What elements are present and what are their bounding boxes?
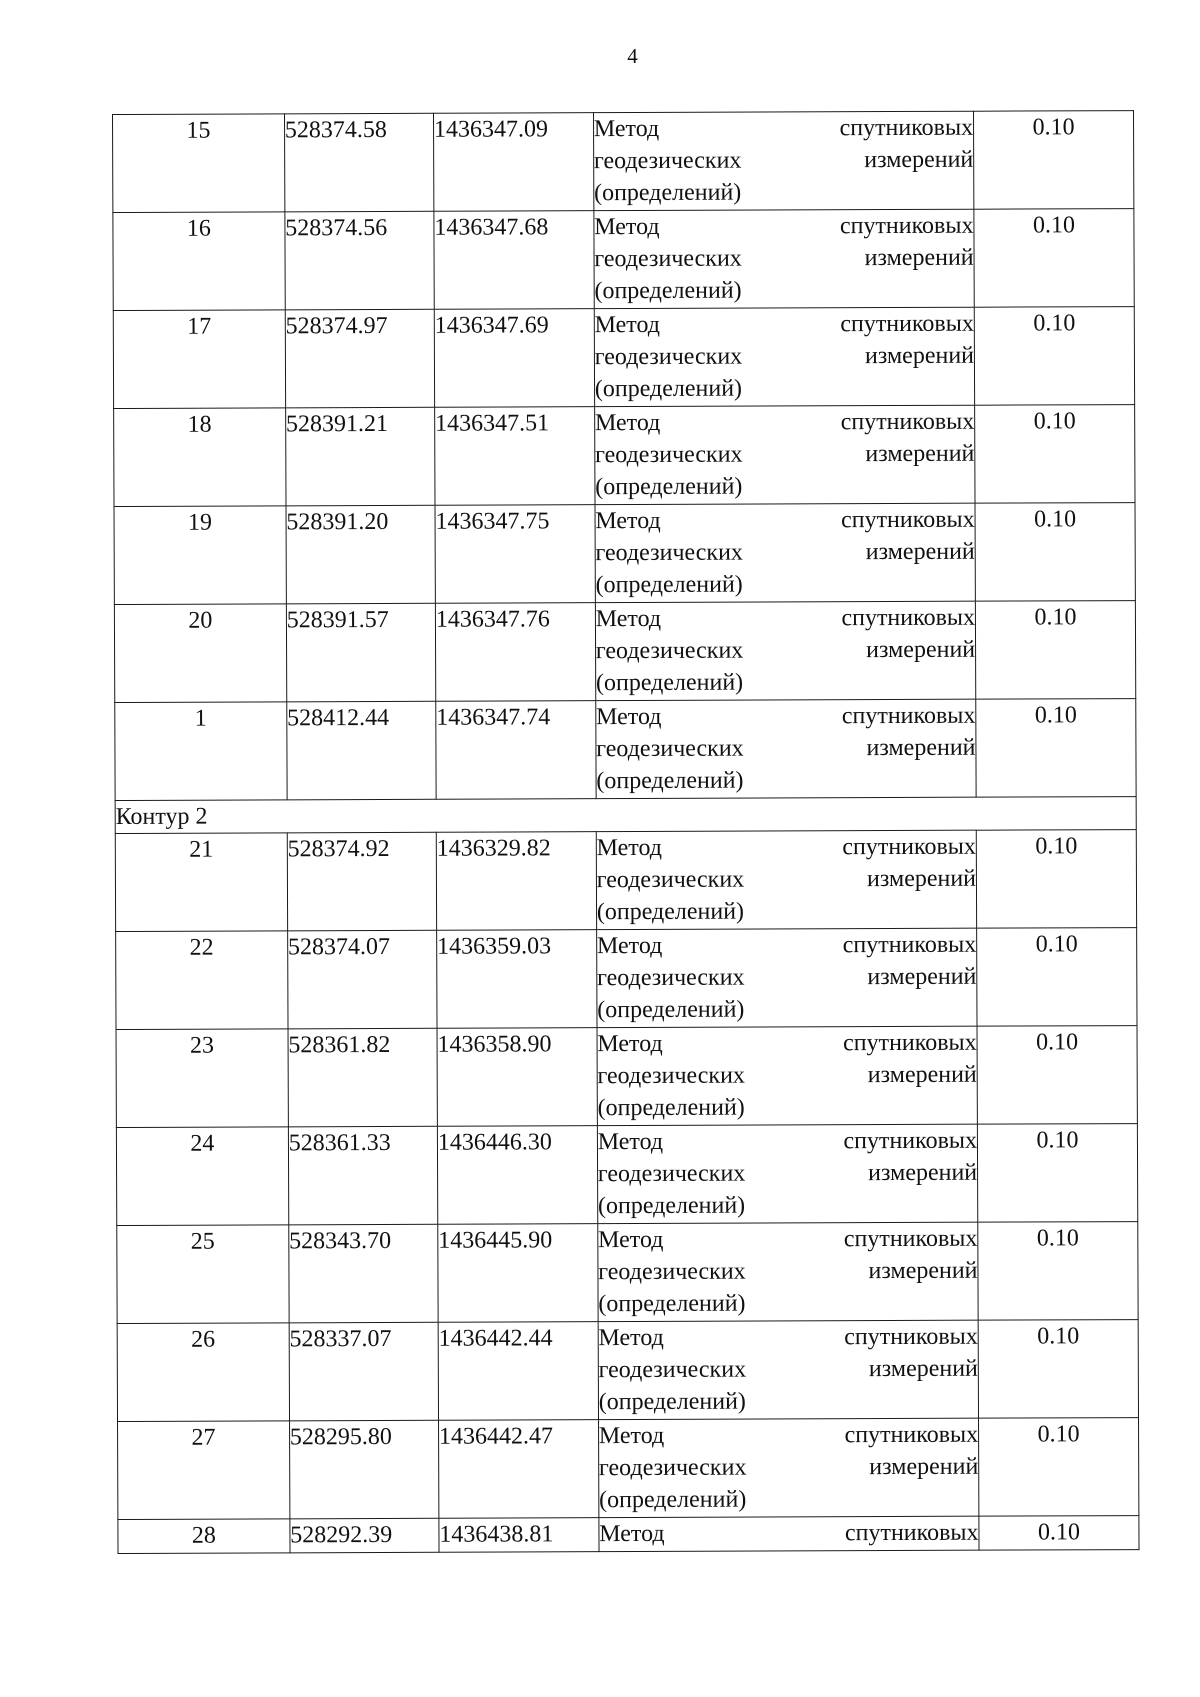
x-coordinate: 528412.44: [287, 701, 436, 800]
method-word: (определений): [596, 898, 745, 926]
measurement-method: [595, 503, 976, 602]
x-coordinate: 528295.80: [289, 1420, 438, 1519]
table-row: [113, 307, 1134, 409]
coordinates-table: [112, 110, 1140, 1554]
x-coordinate: 528374.97: [285, 309, 434, 408]
method-word: Метод: [594, 213, 660, 241]
method-word: измерений: [864, 342, 975, 370]
measurement-method: [598, 1320, 979, 1419]
method-word: геодезических: [595, 441, 743, 469]
method-word: Метод: [598, 1422, 665, 1450]
method-word: спутниковых: [841, 702, 976, 730]
method-word: (определений): [599, 1486, 747, 1514]
point-number: 23: [116, 1029, 288, 1128]
method-word: Метод: [599, 1520, 665, 1548]
method-word: (определений): [594, 179, 742, 207]
table-row: [114, 503, 1135, 605]
accuracy-value: 0.10: [977, 928, 1137, 1027]
method-word: (определений): [598, 1388, 746, 1416]
method-word: геодезических: [596, 866, 745, 894]
point-number: 17: [113, 310, 285, 409]
method-word: измерений: [866, 636, 976, 664]
method-word: геодезических: [597, 964, 745, 992]
y-coordinate: 1436358.90: [437, 1028, 597, 1127]
method-word: спутниковых: [844, 1323, 978, 1351]
table-row: [114, 405, 1135, 507]
method-word: геодезических: [598, 1356, 747, 1384]
method-word: Метод: [594, 409, 661, 437]
point-number: 28: [118, 1519, 290, 1554]
table-row: [118, 1418, 1139, 1520]
y-coordinate: 1436347.51: [435, 407, 595, 506]
measurement-method: [599, 1516, 979, 1551]
method-word: спутниковых: [840, 408, 975, 436]
y-coordinate: 1436347.74: [436, 701, 596, 800]
table-row: [113, 209, 1134, 311]
contour-label: Контур 2: [115, 797, 1136, 834]
method-word: измерений: [868, 1159, 978, 1187]
method-word: измерений: [866, 734, 976, 762]
method-word: измерений: [865, 440, 975, 468]
measurement-method: [594, 405, 975, 504]
x-coordinate: 528337.07: [289, 1322, 438, 1421]
method-word: измерений: [865, 538, 975, 566]
point-number: 15: [113, 114, 285, 213]
method-word: измерений: [868, 1355, 978, 1383]
table-row: [117, 1320, 1138, 1422]
method-word: спутниковых: [844, 1421, 979, 1449]
method-word: геодезических: [598, 1454, 747, 1482]
measurement-method: [598, 1418, 979, 1517]
y-coordinate: 1436442.44: [438, 1322, 598, 1421]
method-word: измерений: [866, 865, 977, 893]
accuracy-value: 0.10: [979, 1516, 1139, 1551]
measurement-method: [596, 928, 977, 1027]
method-word: геодезических: [594, 245, 742, 273]
method-word: спутниковых: [844, 1519, 979, 1547]
point-number: 21: [115, 833, 287, 932]
accuracy-value: 0.10: [974, 307, 1134, 406]
method-word: геодезических: [595, 637, 744, 665]
method-word: геодезических: [597, 1062, 745, 1090]
page-number: 4: [627, 44, 638, 68]
point-number: 19: [114, 506, 286, 605]
contour-header-row: [115, 797, 1136, 834]
method-word: Метод: [597, 1128, 664, 1156]
measurement-method: [595, 601, 976, 700]
method-word: геодезических: [597, 1160, 746, 1188]
x-coordinate: 528292.39: [290, 1518, 439, 1553]
y-coordinate: 1436347.68: [434, 211, 594, 310]
y-coordinate: 1436347.69: [434, 309, 594, 408]
y-coordinate: 1436359.03: [437, 930, 597, 1029]
point-number: 25: [117, 1225, 289, 1324]
method-word: спутниковых: [843, 1127, 978, 1155]
y-coordinate: 1436329.82: [436, 832, 596, 931]
point-number: 27: [118, 1421, 290, 1520]
x-coordinate: 528361.33: [288, 1126, 437, 1225]
point-number: 18: [114, 408, 286, 507]
y-coordinate: 1436446.30: [437, 1126, 597, 1225]
method-word: (определений): [597, 996, 745, 1024]
point-number: 22: [116, 931, 288, 1030]
accuracy-value: 0.10: [978, 1222, 1138, 1321]
method-word: спутниковых: [840, 506, 975, 534]
measurement-method: [594, 307, 975, 406]
y-coordinate: 1436442.47: [438, 1420, 598, 1519]
table-row: [116, 1124, 1137, 1226]
method-word: геодезических: [594, 343, 743, 371]
method-word: измерений: [868, 1257, 978, 1285]
method-word: спутниковых: [842, 931, 977, 959]
table-row: [116, 1026, 1137, 1128]
accuracy-value: 0.10: [976, 830, 1136, 929]
method-word: (определений): [598, 1290, 746, 1318]
table-row: [115, 699, 1136, 801]
measurement-method: [594, 209, 975, 308]
measurement-method: [598, 1222, 979, 1321]
method-word: Метод: [594, 311, 661, 339]
method-word: спутниковых: [841, 604, 976, 632]
method-word: спутниковых: [839, 114, 974, 142]
x-coordinate: 528361.82: [288, 1028, 437, 1127]
accuracy-value: 0.10: [974, 111, 1134, 210]
method-word: (определений): [595, 571, 743, 599]
accuracy-value: 0.10: [975, 405, 1135, 504]
accuracy-value: 0.10: [977, 1026, 1137, 1125]
accuracy-value: 0.10: [979, 1418, 1139, 1517]
x-coordinate: 528374.56: [285, 211, 434, 310]
method-word: геодезических: [593, 147, 742, 175]
method-word: измерений: [867, 963, 977, 991]
method-word: спутниковых: [843, 1029, 977, 1057]
method-word: (определений): [596, 767, 744, 795]
method-word: Метод: [595, 605, 662, 633]
method-word: (определений): [594, 375, 743, 403]
method-word: измерений: [869, 1453, 979, 1481]
method-word: (определений): [597, 1192, 746, 1220]
measurement-method: [597, 1026, 978, 1125]
point-number: 24: [116, 1127, 288, 1226]
method-word: геодезических: [595, 539, 743, 567]
y-coordinate: 1436347.75: [435, 505, 595, 604]
method-word: Метод: [598, 1226, 664, 1254]
measurement-method: [596, 699, 977, 798]
method-word: Метод: [596, 932, 663, 960]
y-coordinate: 1436438.81: [439, 1518, 599, 1553]
table-row: [116, 928, 1137, 1030]
method-word: (определений): [595, 473, 743, 501]
point-number: 16: [113, 212, 285, 311]
x-coordinate: 528374.07: [287, 930, 436, 1029]
measurement-method: [597, 1124, 978, 1223]
measurement-method: [593, 111, 974, 210]
x-coordinate: 528374.58: [284, 113, 433, 212]
measurement-method: [596, 830, 977, 929]
point-number: 20: [114, 604, 286, 703]
method-word: спутниковых: [843, 1225, 978, 1253]
accuracy-value: 0.10: [975, 601, 1135, 700]
table-row: [115, 830, 1136, 932]
table-row: [118, 1516, 1139, 1554]
method-word: (определений): [594, 277, 742, 305]
method-word: измерений: [864, 244, 974, 272]
table-row: [117, 1222, 1138, 1324]
table-row: [113, 111, 1134, 213]
accuracy-value: 0.10: [977, 1124, 1137, 1223]
method-word: Метод: [598, 1324, 664, 1352]
method-word: спутниковых: [842, 833, 976, 861]
method-word: Метод: [595, 507, 661, 535]
method-word: измерений: [864, 146, 974, 174]
x-coordinate: 528391.20: [286, 505, 435, 604]
method-word: спутниковых: [840, 310, 974, 338]
method-word: спутниковых: [839, 212, 974, 240]
y-coordinate: 1436445.90: [438, 1224, 598, 1323]
accuracy-value: 0.10: [978, 1320, 1138, 1419]
accuracy-value: 0.10: [974, 209, 1134, 308]
accuracy-value: 0.10: [976, 699, 1136, 798]
method-word: геодезических: [596, 735, 744, 763]
y-coordinate: 1436347.76: [435, 603, 595, 702]
y-coordinate: 1436347.09: [433, 113, 593, 212]
accuracy-value: 0.10: [975, 503, 1135, 602]
x-coordinate: 528343.70: [289, 1224, 438, 1323]
point-number: 1: [115, 702, 287, 801]
method-word: Метод: [596, 703, 662, 731]
method-word: Метод: [596, 834, 663, 862]
x-coordinate: 528391.57: [286, 603, 435, 702]
method-word: (определений): [597, 1094, 745, 1122]
method-word: Метод: [597, 1030, 663, 1058]
table-row: [114, 601, 1135, 703]
point-number: 26: [117, 1323, 289, 1422]
x-coordinate: 528374.92: [287, 832, 436, 931]
x-coordinate: 528391.21: [285, 407, 434, 506]
method-word: геодезических: [598, 1258, 746, 1286]
method-word: Метод: [593, 115, 660, 143]
method-word: (определений): [595, 669, 744, 697]
method-word: измерений: [867, 1061, 977, 1089]
